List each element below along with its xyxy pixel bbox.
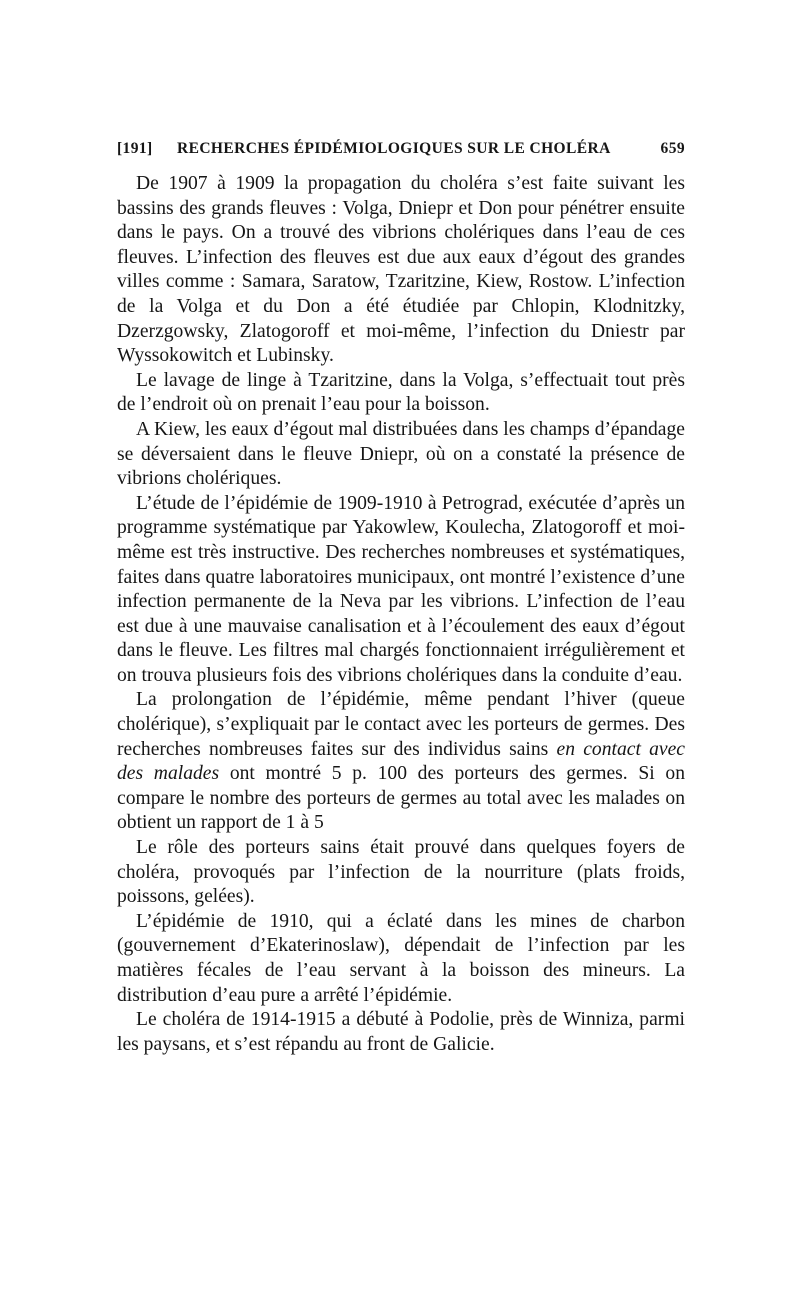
paragraph-7: L’épidémie de 1910, qui a éclaté dans les mines de charbon (gouvernement d’Ekaterinoslaw), dépendait de l’infection par les matières fécales de l’eau servant à la boisson des mineurs. La distribution d’eau pure a arrêté l’épidémie. (117, 910, 685, 1006)
paragraph-2: Le lavage de linge à Tzaritzine, dans la Volga, s’effectuait tout près de l’endroit où on prenait l’eau pour la boisson. (117, 369, 685, 416)
page-number: 659 (660, 140, 685, 157)
header-title: RECHERCHES ÉPIDÉMIOLOGIQUES SUR LE CHOLÉRA (177, 140, 611, 157)
paragraph-1: De 1907 à 1909 la propagation du choléra s’est faite suivant les bassins des grands fleuves : Volga, Dniepr et Don pour pénétrer ensuite dans le pays. On a trouvé des vibrions cholériques dans l’eau de ces fleuves. L’infection des fleuves est due aux eaux d’égout des grandes villes comme : Samara, Saratow, Tzaritzine, Kiew, Rostow. L’infection de la Volga et du Don a été étudiée par Chlopin, Klodnitzky, Dzerzgowsky, Zlatogoroff et moi-même, l’infection du Dniestr par Wyssokowitch et Lubinsky. (117, 173, 685, 367)
paragraph-5 (117, 688, 685, 836)
paragraph-3: A Kiew, les eaux d’égout mal distribuées dans les champs d’épandage se déversaient dans le fleuve Dniepr, où on a constaté la présence de vibrions cholériques. (117, 418, 685, 490)
header-section-number: [191] (117, 140, 153, 157)
paragraph-8: Le choléra de 1914-1915 a débuté à Podolie, près de Winniza, parmi les paysans, et s’est répandu au front de Galicie. (117, 1009, 685, 1055)
paragraph-4: L’étude de l’épidémie de 1909-1910 à Petrograd, exécutée d’après un programme systématique par Yakowlew, Koulecha, Zlatogoroff et moi-même est très instructive. Des recherches nombreuses et systématiques, faites dans quatre laboratoires municipaux, ont montré l’existence d’une infection permanente de la Neva par les vibrions. L’infection de l’eau est due à une mauvaise canalisation et à l’écoulement des eaux d’égout dans le fleuve. Les filtres mal chargés fonctionnaient irrégulièrement et on trouva plusieurs fois des vibrions cholériques dans la conduite d’eau. (117, 492, 685, 686)
running-header (117, 140, 685, 164)
paragraph-5-text-after: ont montré 5 p. 100 des porteurs des germes. Si on compare le nombre des porteurs de germes au total avec les malades on obtient un rapport de 1 à 5 (117, 763, 685, 834)
article-body (117, 172, 685, 1057)
paragraph-5-text-before: La prolongation de l’épidémie, même pendant l’hiver (queue cholérique), s’expliquait par le contact avec les porteurs de germes. Des recherches nombreuses faites sur des individus sains (117, 689, 685, 760)
paragraph-6: Le rôle des porteurs sains était prouvé dans quelques foyers de choléra, provoqués par l’infection de la nourriture (plats froids, poissons, gelées). (117, 837, 685, 908)
paragraph-5-italic-phrase: en contact avec des malades (117, 738, 685, 785)
